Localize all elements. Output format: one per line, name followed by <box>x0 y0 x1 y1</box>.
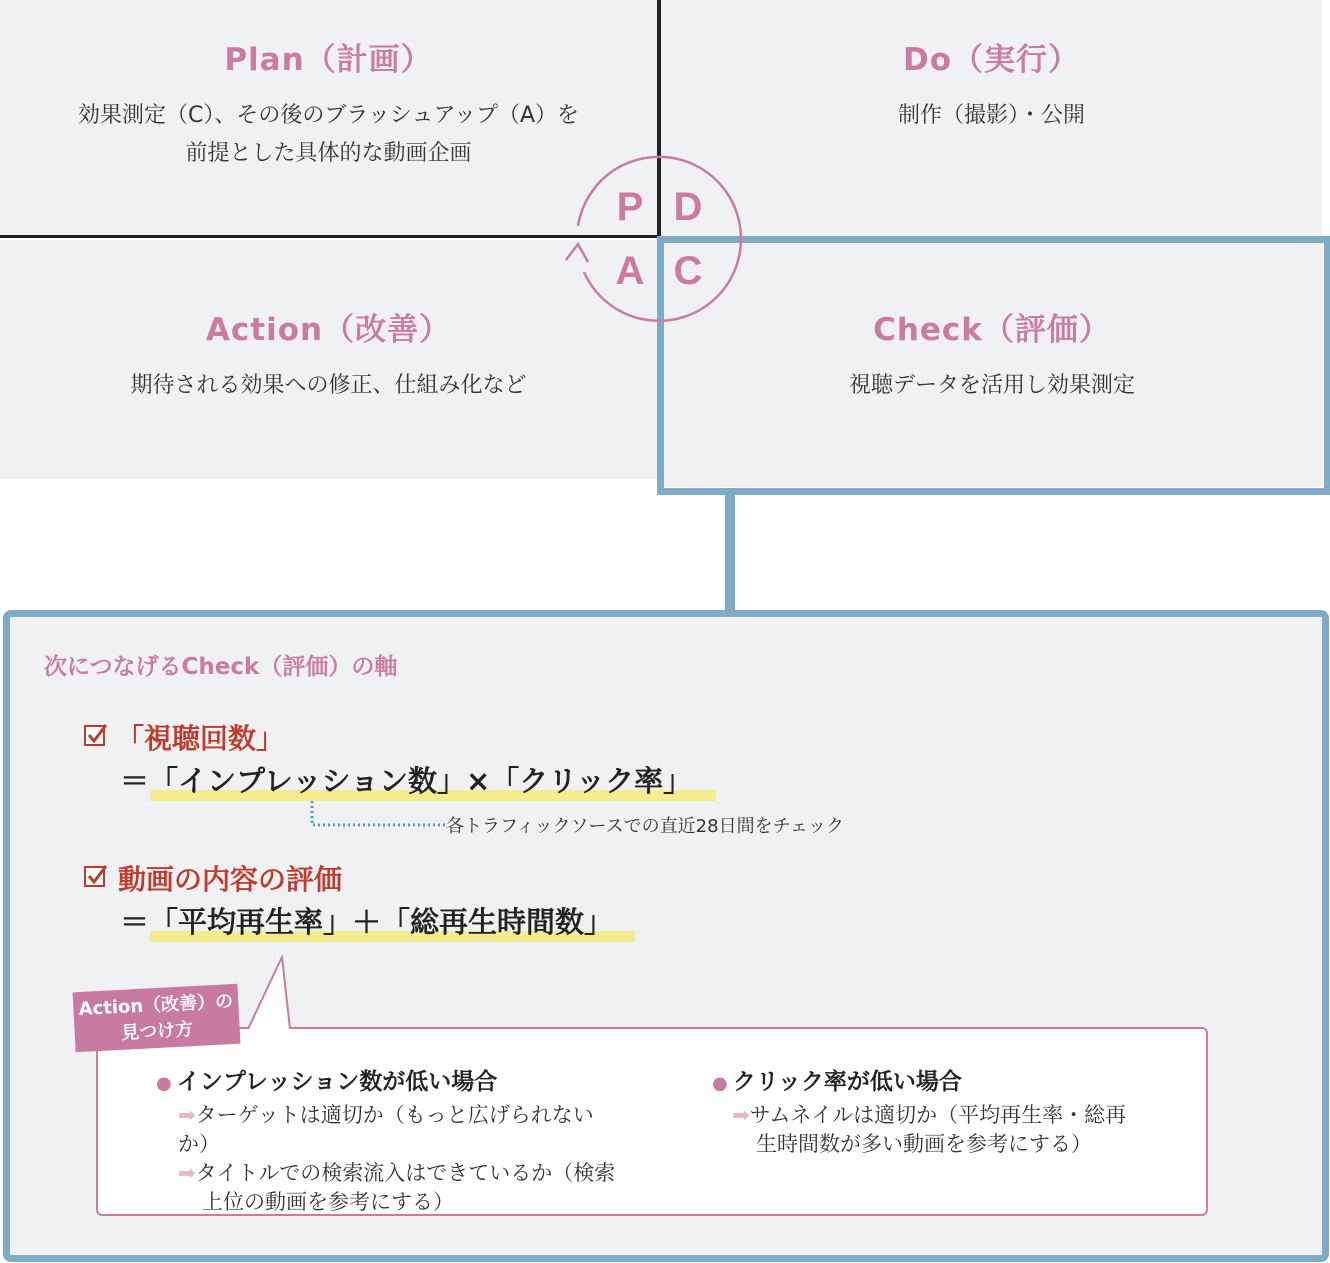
tip-right-lines <box>732 1101 1132 1159</box>
tip-left-line1: ターゲットは適切か（もっと広げられないか） <box>178 1103 594 1156</box>
tip-left-line2: タイトルでの検索流入はできているか（検索上位の動画を参考にする） <box>195 1161 616 1214</box>
arrow-right-icon: ➡ <box>178 1103 196 1127</box>
tips-label-line1: Action（改善）の <box>78 990 234 1021</box>
action-quadrant <box>0 240 657 479</box>
arrow-right-icon: ➡ <box>178 1161 196 1185</box>
bullet-dot-icon: ● <box>156 1073 172 1094</box>
letter-p: P <box>616 185 644 229</box>
dotted-leader-line <box>308 801 448 831</box>
check-body: 視聴データを活用し効果測定 <box>848 373 1135 398</box>
tip-right-heading-row <box>712 1063 962 1096</box>
plan-body-line1: 効果測定（C）、その後のブラッシュアップ（A）を <box>78 103 579 128</box>
letter-d: D <box>673 185 703 229</box>
do-title: Do（実行） <box>902 42 1081 78</box>
views-formula: ＝「インプレッション数」×「クリック率」 <box>120 764 693 798</box>
plan-body-line2: 前提とした具体的な動画企画 <box>185 141 472 166</box>
action-tips-label <box>73 984 241 1053</box>
callout-pointer <box>240 955 300 1031</box>
content-eval-formula: ＝「平均再生率」＋「総再生時間数」 <box>120 905 614 939</box>
tip-right-heading: クリック率が低い場合 <box>732 1069 962 1095</box>
bullet-dot-icon: ● <box>712 1073 728 1094</box>
letter-a: A <box>615 249 645 293</box>
axis-heading: 次につなげるCheck（評価）の軸 <box>44 654 398 680</box>
plan-title: Plan（計画） <box>224 42 433 78</box>
views-label: 「視聴回数」 <box>116 722 285 755</box>
tips-label-line2: 見つけ方 <box>120 1019 194 1044</box>
traffic-note: 各トラフィックソースでの直近28日間をチェック <box>446 816 845 837</box>
action-title: Action（改善） <box>205 312 452 348</box>
content-eval-label: 動画の内容の評価 <box>118 863 343 896</box>
tip-left-heading-row <box>156 1063 497 1096</box>
action-body: 期待される効果への修正、仕組み化など <box>130 373 527 398</box>
plan-quadrant <box>0 0 657 236</box>
do-quadrant <box>661 0 1322 236</box>
checkbox-checked-icon <box>84 723 108 747</box>
connector-line <box>725 488 735 613</box>
tip-left-lines <box>178 1101 618 1217</box>
horizontal-divider <box>0 235 657 238</box>
arrow-right-icon: ➡ <box>732 1103 750 1127</box>
tip-left-heading: インプレッション数が低い場合 <box>176 1069 498 1095</box>
check-title: Check（評価） <box>873 312 1111 348</box>
letter-c: C <box>673 249 703 293</box>
checkbox-checked-icon <box>84 864 108 888</box>
cycle-arrow-icon <box>566 244 588 262</box>
tip-right-line1: サムネイルは適切か（平均再生率・総再生時間数が多い動画を参考にする） <box>749 1103 1127 1156</box>
cycle-arc <box>578 157 741 321</box>
do-body: 制作（撮影）・公開 <box>897 103 1085 128</box>
pdca-cycle-diagram <box>560 148 760 328</box>
